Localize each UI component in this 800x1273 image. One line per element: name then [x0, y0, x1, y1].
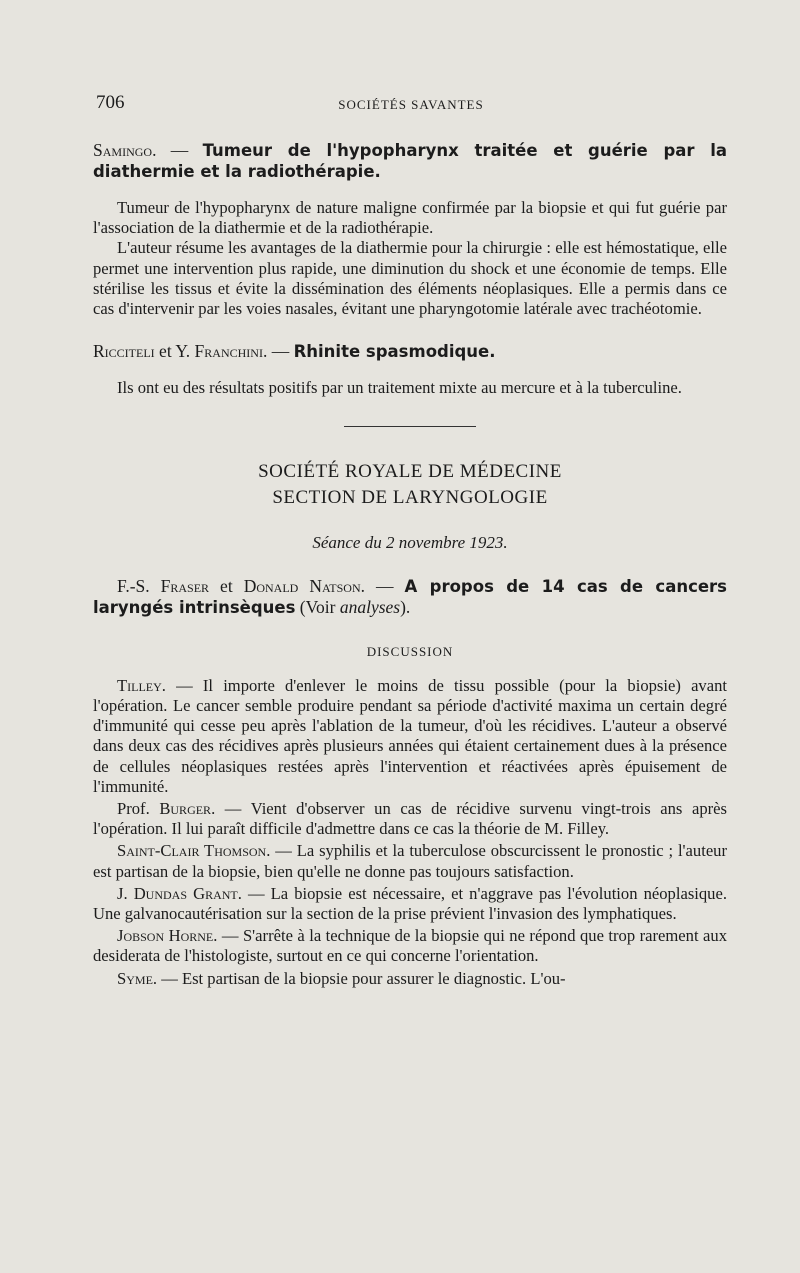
entry-heading: Ricciteli et Y. Franchini. — Rhinite spasmodique. [93, 341, 496, 362]
paragraph: Ils ont eu des résultats positifs par un traitement mixte au mercure et à la tuberculine. [117, 378, 682, 398]
discussion-text: Est partisan de la biopsie pour assurer le diagnostic. L'ou- [181, 968, 566, 988]
discussion-text: S'arrête à la technique de la biopsie qui ne répond que trop rarement aux desiderata de l'histologiste, surtout en ce qui concerne l'orientation. [93, 926, 728, 966]
paragraph: L'auteur résume les avantages de la diathermie pour la chirurgie : elle est hémostatique, elle permet une intervention plus rapide, une diminution du shock et une économie de temps. Elle stérilise les tissus et évite la dissémination des éléments néoplasiques. Elle a permis dans ce cas d'intervenir par les voies nasales, évitant une pharyngotomie latérale avec trachéotomie. [93, 238, 727, 319]
entry-author: Ricciteli [93, 341, 155, 362]
discussion-heading: DISCUSSION [366, 643, 454, 659]
speaker-prefix: Prof. [117, 799, 150, 819]
discussion-text: Il importe d'enlever le moins de tissu possible (pour la biopsie) avant l'opération. Le cancer semble produire pendant sa période d'activité maxima un certain degré d'immunité qui cesse peu après l'ablation de la tumeur, d'où les récidives. L'auteur a observé dans deux cas des récidives après plusieurs années qui étaient certainement dues à la présence de cellules néoplasiques restées après l'intervention et réactivées après épuisement de l'immunité. [93, 675, 728, 796]
entry-author: Franchini. [194, 341, 268, 362]
society-name: SOCIÉTÉ ROYALE DE MÉDECINE [258, 461, 562, 483]
page-number: 706 [96, 92, 125, 113]
paragraph: Tumeur de l'hypopharynx de nature maligne confirmée par la biopsie et qui fut guérie par l'association de la diathermie et de la radiothérapie. [93, 198, 727, 238]
society-section: SECTION DE LARYNGOLOGIE [272, 487, 548, 509]
entry-heading: F.-S. Fraser et Donald Natson. — A propos de 14 cas de cancers laryngés intrinsèques (Voir analyses). [93, 575, 727, 617]
discussion-text: La syphilis et la tuberculose obscurcissent le pronostic ; l'auteur est partisan de la biopsie, bien qu'elle ne donne pas toujours satisfaction. [93, 841, 728, 881]
running-head [96, 92, 726, 116]
entry-title: Tumeur de l'hypopharynx traitée et guérie par la diathermie et la radiothérapie. [93, 141, 728, 181]
entry-author: Donald Natson. [243, 575, 365, 596]
cross-reference-close: ). [400, 596, 411, 617]
entry-conjunction: et Y. [159, 341, 191, 362]
entry-title: Rhinite spasmodique. [293, 342, 496, 362]
speaker-name: Saint-Clair Thomson. [117, 841, 271, 861]
discussion-text: La biopsie est nécessaire, et n'aggrave pas l'évolution néoplasique. Une galvanocautérisation sur la section de la prise prévient l'invasion des lymphatiques. [93, 883, 727, 924]
speaker-name: Syme. [117, 968, 158, 988]
page-content [93, 140, 727, 989]
cross-reference-target: analyses [339, 596, 401, 617]
speaker-prefix: J. [117, 883, 128, 903]
entry-title: A propos de 14 cas de cancers laryngés intrinsèques [93, 576, 727, 617]
speaker-name: Jobson Horne. [117, 926, 218, 946]
discussion-item: Syme. — Est partisan de la biopsie pour assurer le diagnostic. L'ou- [117, 968, 566, 988]
running-title: SOCIÉTÉS SAVANTES [338, 97, 484, 112]
discussion-item: Prof. Burger. — Vient d'observer un cas de récidive survenu vingt-trois ans après l'opération. Il lui paraît difficile d'admettre dans ce cas la théorie de M. Filley. [93, 799, 727, 839]
discussion-item: Saint-Clair Thomson. — La syphilis et la tuberculose obscurcissent le pronostic ; l'auteur est partisan de la biopsie, bien qu'elle ne donne pas toujours satisfaction. [93, 841, 728, 881]
cross-reference: (Voir [299, 596, 336, 617]
speaker-name: Dundas Grant. [133, 883, 242, 903]
entry-author: F.-S. Fraser [117, 575, 210, 596]
speaker-name: Tilley. [117, 675, 166, 695]
section-divider [344, 426, 476, 427]
entry-heading: Samingo. — Tumeur de l'hypopharynx traitée et guérie par la diathermie et la radiothérapie. [93, 140, 728, 181]
session-date: Séance du 2 novembre 1923. [312, 533, 508, 553]
discussion-item: Tilley. — Il importe d'enlever le moins de tissu possible (pour la biopsie) avant l'opération. Le cancer semble produire pendant sa période d'activité maxima un certain degré d'immunité qui cesse peu après l'ablation de la tumeur, d'où les récidives. L'auteur a observé dans deux cas des récidives après plusieurs années qui étaient certainement dues à la présence de cellules néoplasiques restées après l'intervention et réactivées après épuisement de l'immunité. [93, 675, 728, 796]
discussion-item: Jobson Horne. — S'arrête à la technique de la biopsie qui ne répond que trop rarement aux desiderata de l'histologiste, surtout en ce qui concerne l'orientation. [93, 926, 728, 966]
society-heading [93, 459, 727, 511]
discussion-item: J. Dundas Grant. — La biopsie est nécessaire, et n'aggrave pas l'évolution néoplasique. Une galvanocautérisation sur la section de la prise prévient l'invasion des lymphatiques. [93, 883, 727, 924]
discussion-text: Vient d'observer un cas de récidive survenu vingt-trois ans après l'opération. Il lui paraît difficile d'admettre dans ce cas la théorie de M. Filley. [93, 799, 727, 839]
speaker-name: Burger. [159, 799, 216, 819]
entry-conjunction: et [220, 575, 233, 596]
entry-author: Samingo. [93, 140, 157, 160]
